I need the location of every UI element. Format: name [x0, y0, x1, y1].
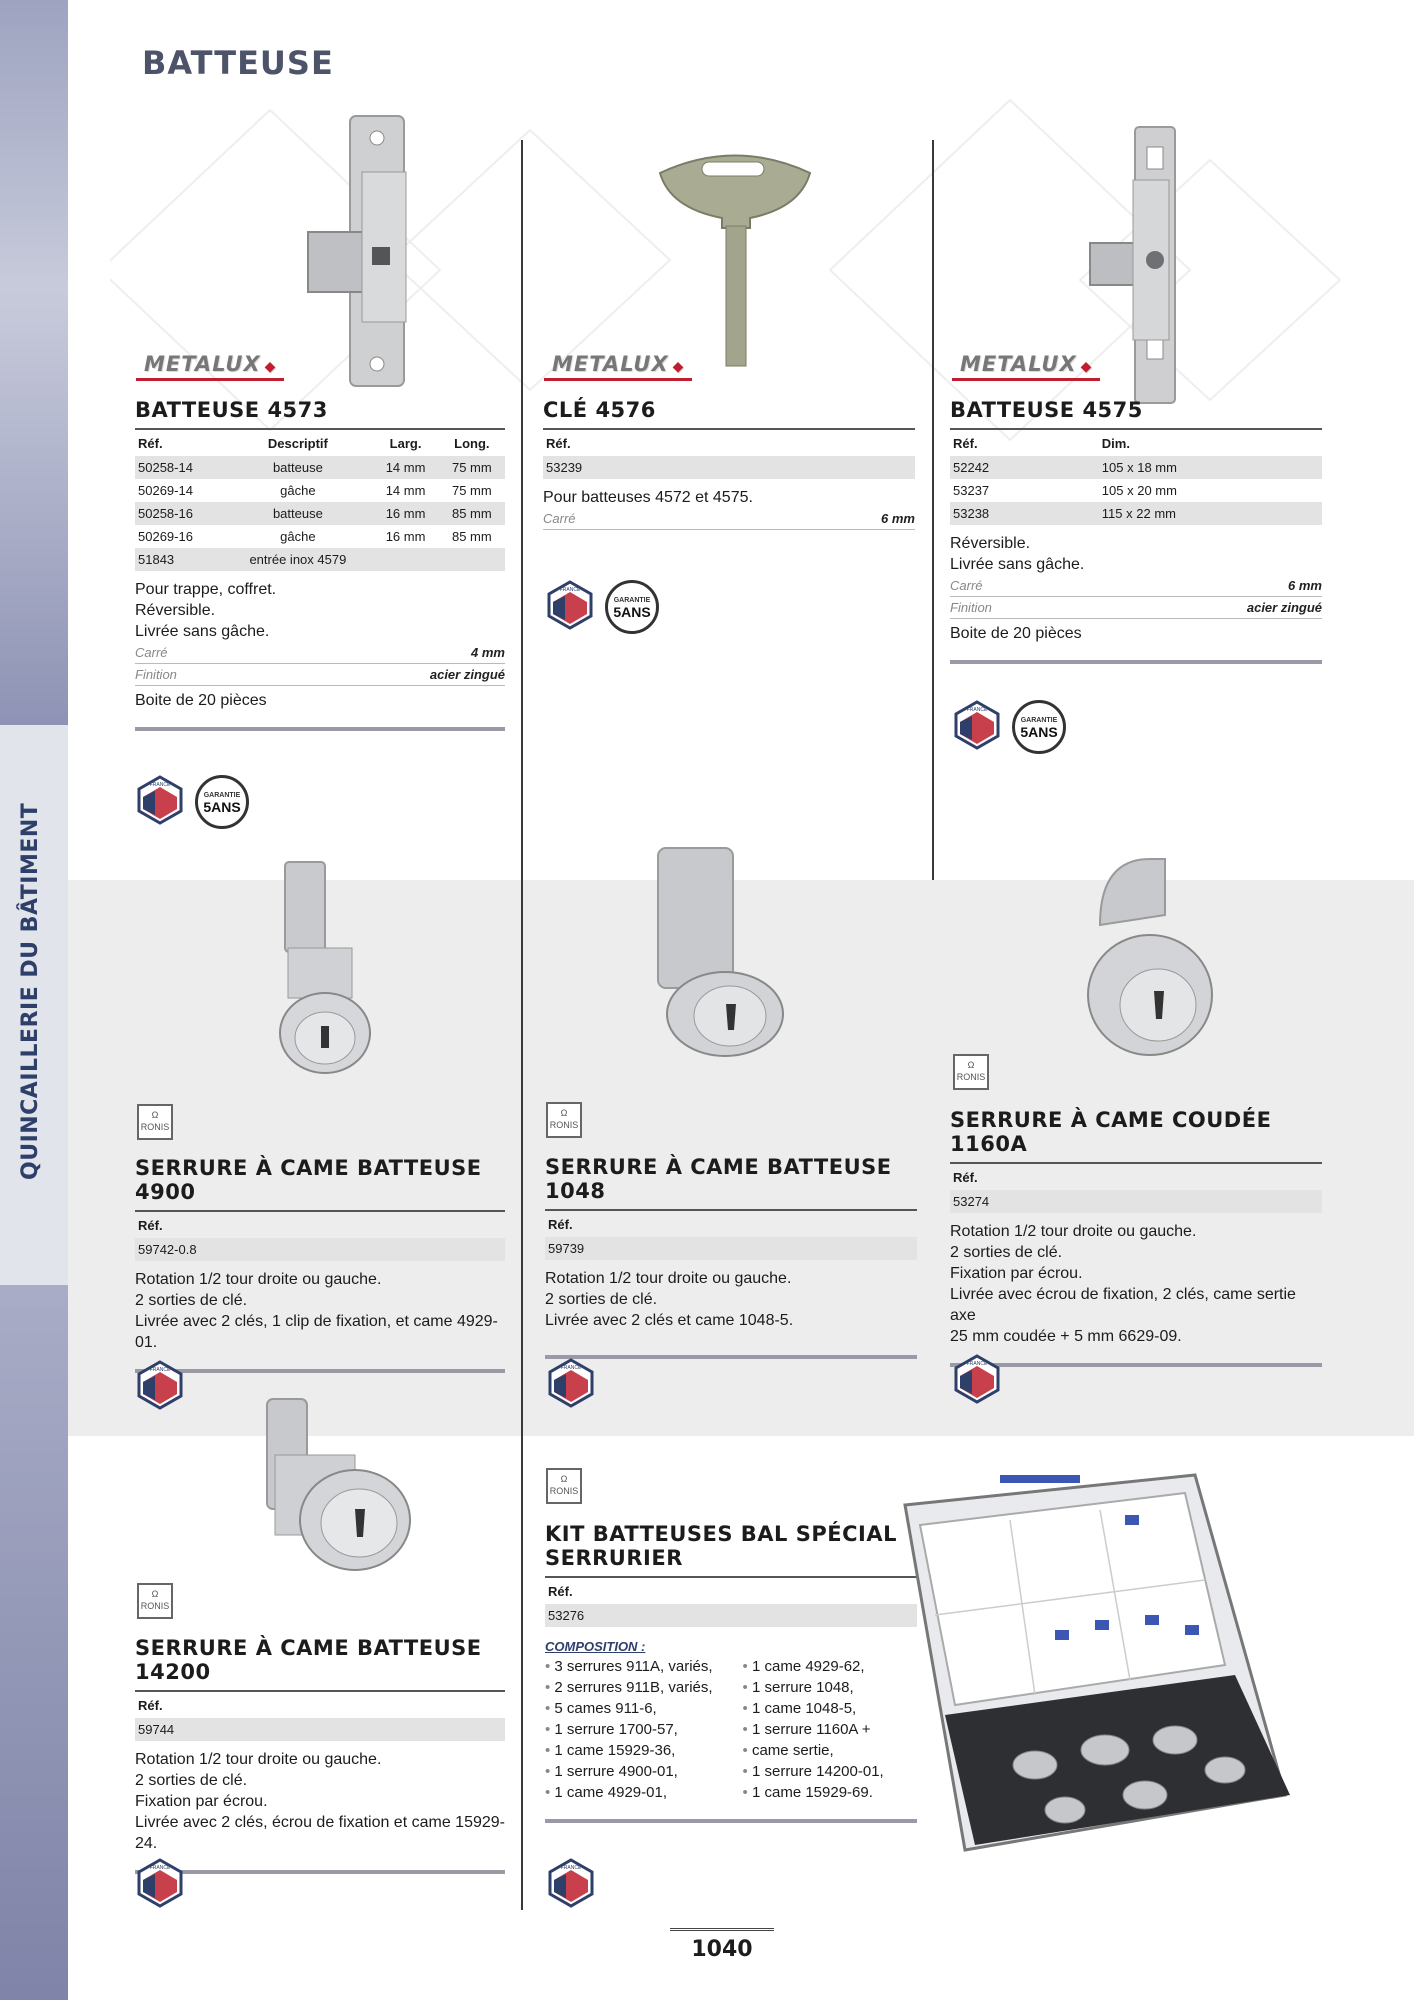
product-title: SERRURE À CAME BATTEUSE 14200 — [135, 1636, 505, 1692]
desc-line: 2 sorties de clé. — [135, 1292, 248, 1309]
spec-value: acier zingué — [1246, 600, 1322, 615]
desc-line: Rotation 1/2 tour droite ou gauche. — [545, 1270, 792, 1287]
composition-col-2 — [743, 1656, 884, 1803]
table-row — [950, 502, 1322, 525]
product-serrure-1048 — [545, 1155, 917, 1359]
spec-finition — [135, 664, 505, 686]
cell-ref: 59739 — [545, 1237, 917, 1260]
svg-text:FRANCE: FRANCE — [966, 1361, 988, 1367]
serrure-14200-image — [255, 1395, 415, 1580]
svg-text:FRANCE: FRANCE — [149, 782, 171, 788]
product-batteuse-4573 — [135, 398, 505, 731]
cell-ref: 53237 — [953, 483, 990, 498]
badges-kit — [546, 1858, 596, 1908]
desc-line: 2 sorties de clé. — [950, 1244, 1063, 1261]
badges-4900 — [135, 1360, 185, 1410]
spec-value: 6 mm — [881, 511, 915, 526]
col-ref: Réf. — [953, 436, 978, 451]
cell-ref: 53276 — [545, 1604, 917, 1627]
cell-desc: batteuse — [223, 502, 372, 525]
table-row — [135, 525, 505, 548]
col-larg: Larg. — [389, 436, 422, 451]
product-description — [135, 1269, 505, 1353]
cell-desc: entrée inox 4579 — [223, 548, 372, 571]
title-line: SERRURIER — [545, 1546, 683, 1570]
ronis-logo: Ω RONIS — [546, 1102, 582, 1138]
product-cle-4576 — [543, 398, 915, 530]
serrure-4900-image — [270, 858, 380, 1078]
product-description — [545, 1268, 917, 1331]
product-title: BATTEUSE 4573 — [135, 398, 505, 430]
desc-line: Livrée avec 2 clés et came 1048-5. — [545, 1312, 794, 1329]
sidebar-top-pattern — [0, 0, 68, 725]
metalux-logo: METALUX ◆ — [544, 350, 692, 381]
list-item: • 1 came 15929-36, — [545, 1740, 713, 1761]
section-label: QUINCAILLERIE DU BÂTIMENT — [18, 802, 43, 1180]
product-title: SERRURE À CAME BATTEUSE 1048 — [545, 1155, 917, 1211]
list-item: • 1 serrure 14200-01, — [743, 1761, 884, 1782]
ref-table — [950, 1164, 1322, 1213]
spec-carre — [543, 508, 915, 530]
page-title: BATTEUSE — [142, 44, 334, 82]
spec-carre — [135, 642, 505, 664]
list-item: • 1 came 4929-01, — [545, 1782, 713, 1803]
spec-value: acier zingué — [429, 667, 505, 682]
desc-line: Rotation 1/2 tour droite ou gauche. — [135, 1751, 382, 1768]
list-item: • 1 serrure 1700-57, — [545, 1719, 713, 1740]
warranty-5-years-badge: GARANTIE 5ANS — [195, 775, 249, 829]
cell-desc: gâche — [280, 483, 316, 498]
col-ref: Réf. — [138, 1218, 163, 1233]
cle-4576-image — [650, 148, 820, 370]
col-ref: Réf. — [138, 436, 163, 451]
list-item: • 3 serrures 911A, variés, — [545, 1656, 713, 1677]
cell-larg — [372, 548, 438, 571]
list-item: • 5 cames 911-6, — [545, 1698, 713, 1719]
product-description — [135, 579, 505, 642]
cell-ref: 50269-16 — [138, 529, 193, 544]
cell-long: 75 mm — [451, 483, 492, 498]
warranty-5-years-badge: GARANTIE 5ANS — [1012, 700, 1066, 754]
desc-line: 25 mm coudée + 5 mm 6629-09. — [950, 1328, 1182, 1345]
desc-line: 2 sorties de clé. — [545, 1291, 658, 1308]
desc-line: Pour trappe, coffret. — [135, 581, 277, 598]
table-row — [545, 1237, 917, 1260]
table-row — [543, 456, 915, 479]
product-title: SERRURE À CAME BATTEUSE 4900 — [135, 1156, 505, 1212]
ref-table — [135, 1212, 505, 1261]
made-in-france-icon — [135, 775, 185, 825]
spec-label: Finition — [950, 600, 992, 615]
ref-table — [950, 430, 1322, 525]
spec-label: Carré — [950, 578, 983, 593]
kit-case-image — [895, 1465, 1295, 1860]
cell-long: 85 mm — [439, 502, 505, 525]
list-item: • came sertie, — [743, 1740, 884, 1761]
column-divider-left — [521, 140, 523, 1910]
list-item: • 1 serrure 4900-01, — [545, 1761, 713, 1782]
cell-larg: 14 mm — [385, 483, 426, 498]
divider — [135, 1870, 505, 1874]
svg-text:FRANCE: FRANCE — [559, 587, 581, 593]
desc-line: Livrée sans gâche. — [135, 623, 270, 640]
ref-table — [545, 1211, 917, 1260]
ref-table — [543, 430, 915, 479]
ref-table — [135, 430, 505, 571]
spec-finition — [950, 597, 1322, 619]
list-item: • 1 serrure 1160A + — [743, 1719, 884, 1740]
desc-line: Rotation 1/2 tour droite ou gauche. — [950, 1223, 1197, 1240]
made-in-france-icon — [952, 700, 1002, 750]
made-in-france-icon — [546, 1858, 596, 1908]
badges-4573 — [135, 775, 249, 829]
made-in-france-icon — [135, 1360, 185, 1410]
batteuse-4575-image — [1085, 125, 1195, 405]
desc-line: Fixation par écrou. — [950, 1265, 1083, 1282]
ronis-logo: Ω RONIS — [137, 1583, 173, 1619]
list-item: • 1 came 1048-5, — [743, 1698, 884, 1719]
product-serrure-14200 — [135, 1636, 505, 1874]
list-item: • 2 serrures 911B, variés, — [545, 1677, 713, 1698]
product-title: SERRURE À CAME COUDÉE 1160A — [950, 1108, 1322, 1164]
product-description: Pour batteuses 4572 et 4575. — [543, 489, 753, 506]
sidebar-bottom-pattern — [0, 1285, 68, 2000]
composition-list — [545, 1656, 917, 1803]
divider — [135, 727, 505, 731]
page-number: 1040 — [670, 1928, 774, 1962]
col-ref: Réf. — [548, 1217, 573, 1232]
box-quantity: Boite de 20 pièces — [135, 692, 267, 709]
ref-table — [545, 1578, 917, 1627]
cell-ref: 53274 — [950, 1190, 1322, 1213]
cell-ref: 51843 — [135, 548, 223, 571]
col-long: Long. — [454, 436, 490, 451]
desc-line: Réversible. — [950, 535, 1031, 552]
badges-14200 — [135, 1858, 185, 1908]
svg-text:FRANCE: FRANCE — [560, 1865, 582, 1871]
cell-ref: 59744 — [135, 1718, 505, 1741]
ronis-logo: Ω RONIS — [953, 1054, 989, 1090]
desc-line: Rotation 1/2 tour droite ou gauche. — [135, 1271, 382, 1288]
cell-dim: 115 x 22 mm — [1099, 502, 1322, 525]
col-ref: Réf. — [546, 436, 571, 451]
svg-text:FRANCE: FRANCE — [966, 707, 988, 713]
product-serrure-1160a — [950, 1108, 1322, 1367]
product-title: CLÉ 4576 — [543, 398, 915, 430]
product-description — [135, 1749, 505, 1854]
spec-label: Carré — [543, 511, 576, 526]
divider — [950, 1363, 1322, 1367]
product-serrure-4900 — [135, 1156, 505, 1373]
batteuse-4573-image — [300, 112, 430, 392]
svg-text:FRANCE: FRANCE — [149, 1367, 171, 1373]
made-in-france-icon — [952, 1354, 1002, 1404]
box-quantity: Boite de 20 pièces — [950, 625, 1082, 642]
desc-line: 2 sorties de clé. — [135, 1772, 248, 1789]
divider — [545, 1819, 917, 1823]
table-row — [135, 456, 505, 479]
spec-value: 6 mm — [1288, 578, 1322, 593]
table-row — [545, 1604, 917, 1627]
list-item: • 1 serrure 1048, — [743, 1677, 884, 1698]
table-row — [950, 456, 1322, 479]
cell-larg: 16 mm — [385, 529, 426, 544]
product-title: BATTEUSE 4575 — [950, 398, 1322, 430]
desc-line: Livrée sans gâche. — [950, 556, 1085, 573]
desc-line: Livrée avec 2 clés, 1 clip de fixation, et came 4929-01. — [135, 1313, 498, 1351]
cell-ref: 50258-14 — [135, 456, 223, 479]
cell-ref: 52242 — [950, 456, 1099, 479]
ronis-logo: Ω RONIS — [137, 1104, 173, 1140]
table-row — [135, 479, 505, 502]
ref-table — [135, 1692, 505, 1741]
product-description — [950, 533, 1322, 575]
divider — [545, 1355, 917, 1359]
col-ref: Réf. — [953, 1170, 978, 1185]
ronis-logo: Ω RONIS — [546, 1468, 582, 1504]
composition-heading: COMPOSITION : — [545, 1639, 646, 1654]
desc-line: Livrée avec écrou de fixation, 2 clés, came sertie axe — [950, 1286, 1296, 1324]
made-in-france-icon — [545, 580, 595, 630]
cell-ref: 50269-14 — [138, 483, 193, 498]
col-ref: Réf. — [138, 1698, 163, 1713]
cell-dim: 105 x 18 mm — [1099, 456, 1322, 479]
made-in-france-icon — [546, 1358, 596, 1408]
cell-ref: 50258-16 — [135, 502, 223, 525]
metalux-logo: METALUX ◆ — [136, 350, 284, 381]
metalux-logo: METALUX ◆ — [952, 350, 1100, 381]
col-descriptif: Descriptif — [267, 436, 328, 451]
cell-long: 75 mm — [439, 456, 505, 479]
cell-long — [439, 548, 505, 571]
svg-text:FRANCE: FRANCE — [149, 1865, 171, 1871]
desc-line: Livrée avec 2 clés, écrou de fixation et came 15929-24. — [135, 1814, 505, 1852]
table-row — [135, 1718, 505, 1741]
cell-larg: 14 mm — [372, 456, 438, 479]
cell-ref: 59742-0.8 — [135, 1238, 505, 1261]
table-row — [950, 479, 1322, 502]
product-title — [545, 1522, 917, 1578]
col-dim: Dim. — [1101, 436, 1130, 451]
cell-larg: 16 mm — [372, 502, 438, 525]
title-line: KIT BATTEUSES BAL SPÉCIAL — [545, 1522, 897, 1546]
made-in-france-icon — [135, 1858, 185, 1908]
cell-dim: 105 x 20 mm — [1101, 483, 1177, 498]
product-kit-batteuses — [545, 1522, 917, 1823]
col-ref: Réf. — [548, 1584, 573, 1599]
badges-1160a — [952, 1354, 1002, 1404]
composition-col-1 — [545, 1656, 713, 1803]
table-row — [135, 502, 505, 525]
serrure-1048-image — [650, 844, 790, 1059]
cell-ref: 53239 — [543, 456, 915, 479]
badges-4575 — [952, 700, 1066, 754]
badges-4576 — [545, 580, 659, 634]
product-batteuse-4575 — [950, 398, 1322, 664]
table-row — [135, 1238, 505, 1261]
spec-value: 4 mm — [471, 645, 505, 660]
product-description — [950, 1221, 1322, 1347]
warranty-5-years-badge: GARANTIE 5ANS — [605, 580, 659, 634]
spec-carre — [950, 575, 1322, 597]
table-row — [135, 548, 505, 571]
desc-line: Fixation par écrou. — [135, 1793, 268, 1810]
table-row — [950, 1190, 1322, 1213]
badges-1048 — [546, 1358, 596, 1408]
cell-long: 85 mm — [451, 529, 492, 544]
cell-desc: gâche — [280, 529, 316, 544]
divider — [950, 660, 1322, 664]
spec-label: Carré — [135, 645, 168, 660]
list-item: • 1 came 4929-62, — [743, 1656, 884, 1677]
list-item: • 1 came 15929-69. — [743, 1782, 884, 1803]
column-divider-right — [932, 140, 934, 880]
spec-label: Finition — [135, 667, 177, 682]
serrure-1160a-image — [1070, 855, 1230, 1070]
svg-text:FRANCE: FRANCE — [560, 1365, 582, 1371]
divider — [135, 1369, 505, 1373]
cell-ref: 53238 — [950, 502, 1099, 525]
cell-desc: batteuse — [223, 456, 372, 479]
desc-line: Réversible. — [135, 602, 216, 619]
